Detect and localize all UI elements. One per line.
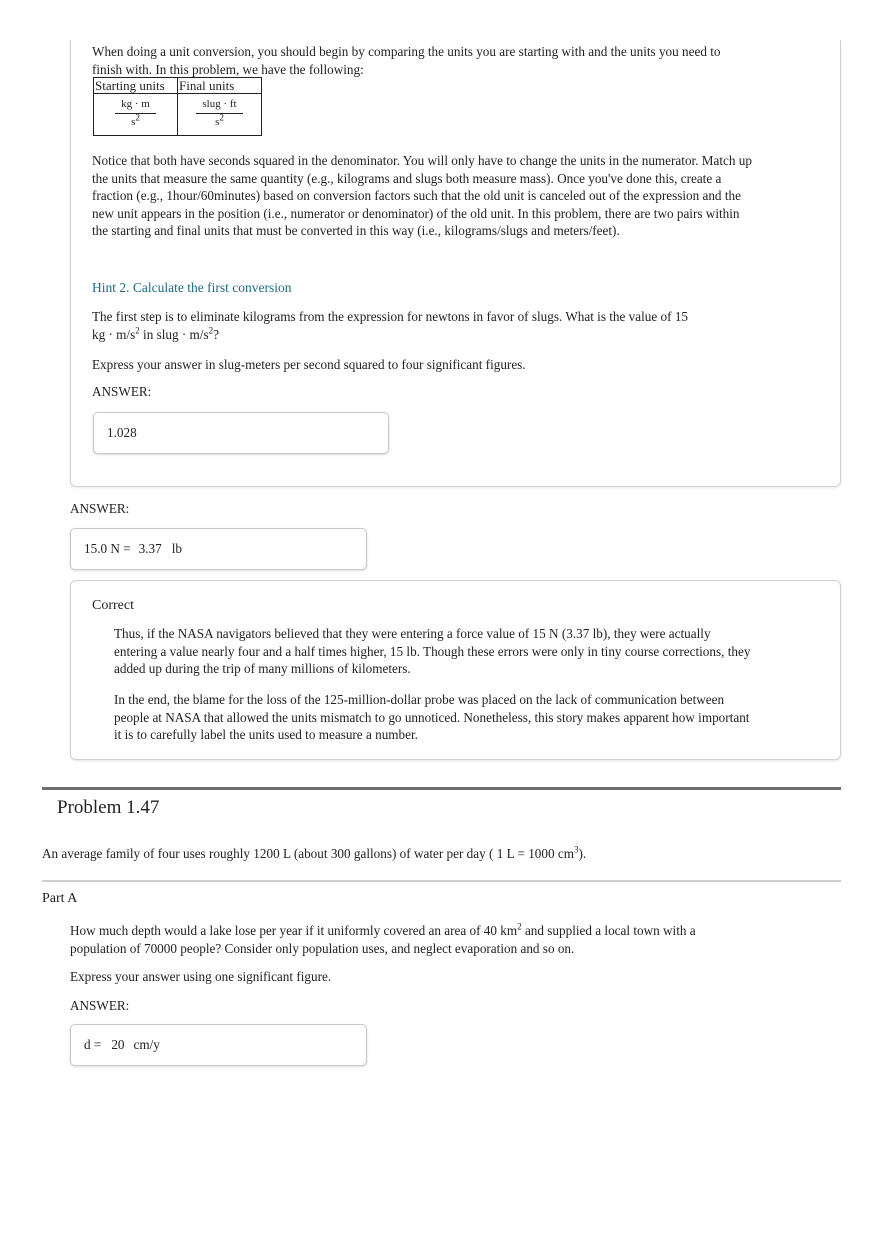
part-a-answer-unit: cm/y [133,1037,160,1053]
problem-statement: An average family of four uses roughly 1200 L (about 300 gallons) of water per day ( 1 L = 1000 $cm^3$). [42,844,587,861]
hint2-answer-field[interactable] [93,412,389,454]
problem-divider [42,787,841,790]
main-answer-prefix: 15.0 N = [84,541,131,557]
part-a-answer-prefix: d = [84,1037,102,1053]
part-divider [42,880,841,882]
feedback-paragraph-1: Thus, if the NASA navigators believed that they were entering a force value of 15 N (3.37 lb), they were actually entering a value nearly four and a half times higher, 15 lb. Though these errors were only in tiny course corrections, they added up during the trip of many millions of kilometers. [114,626,751,676]
hint2-answer-value: 1.028 [107,425,137,441]
main-answer-unit: lb [171,541,182,557]
hint2-question: The first step is to eliminate kilograms from the expression for newtons in favor of slugs. What is the value of 15 kg · $m/s^2$ in slug · $m/s^2$? [92,309,689,342]
part-a-answer-value: 20 [111,1037,125,1053]
hint2-title[interactable]: Hint 2. Calculate the first conversion [92,280,292,295]
hint1-intro: When doing a unit conversion, you should begin by comparing the units you are starting with and the units you need to finish with. In this problem, we have the following: [92,44,721,77]
hint2-instruction: Express your answer in slug-meters per second squared to four significant figures. [92,357,526,372]
feedback-title: Correct [92,598,134,613]
units-header-start: Starting units [94,78,178,94]
part-a-title: Part A [42,891,78,906]
final-units-cell: $\frac{\text{slug · ft}}{s^2}$ [178,94,262,136]
part-a-answer-field[interactable] [70,1024,367,1066]
main-answer-field[interactable] [70,528,367,570]
part-a-instruction: Express your answer using one significant figure. [70,969,332,984]
units-table [93,77,262,136]
start-units-cell: $\frac{kg \cdot m}{s^2}$ [94,94,178,136]
problem-title: Problem 1.47 [57,797,160,818]
part-a-question: How much depth would a lake lose per year if it uniformly covered an area of 40 $km^2$ and supplied a local town with a population of 70000 people? Consider only population uses, and neglect evaporation and so on. [70,921,696,956]
main-answer-value: 3.37 [138,541,162,557]
hint2-answer-label: ANSWER: [92,384,152,399]
units-header-final: Final units [178,78,262,94]
hint1-body: Notice that both have seconds squared in the denominator. You will only have to change the units in the numerator. Match up the units that measure the same quantity (e.g., kilograms and slugs both measure mass). Once you've done this, create a fraction (e.g., 1hour/60minutes) based on conversion factors such that the old unit is canceled out of the expression and the new unit appears in the position (i.e., numerator or denominator) of the old unit. In this problem, there are two pairs within the starting and final units that must be converted in this way (i.e., kilograms/slugs and meters/feet). [92,153,752,238]
part-a-answer-label: ANSWER: [70,998,130,1013]
main-answer-label: ANSWER: [70,501,130,516]
feedback-paragraph-2: In the end, the blame for the loss of the 125-million-dollar probe was placed on the lack of communication between people at NASA that allowed the units mismatch to go unnoticed. Nonetheless, this story makes apparent how important it is to carefully label the units used to measure a number. [114,692,750,742]
